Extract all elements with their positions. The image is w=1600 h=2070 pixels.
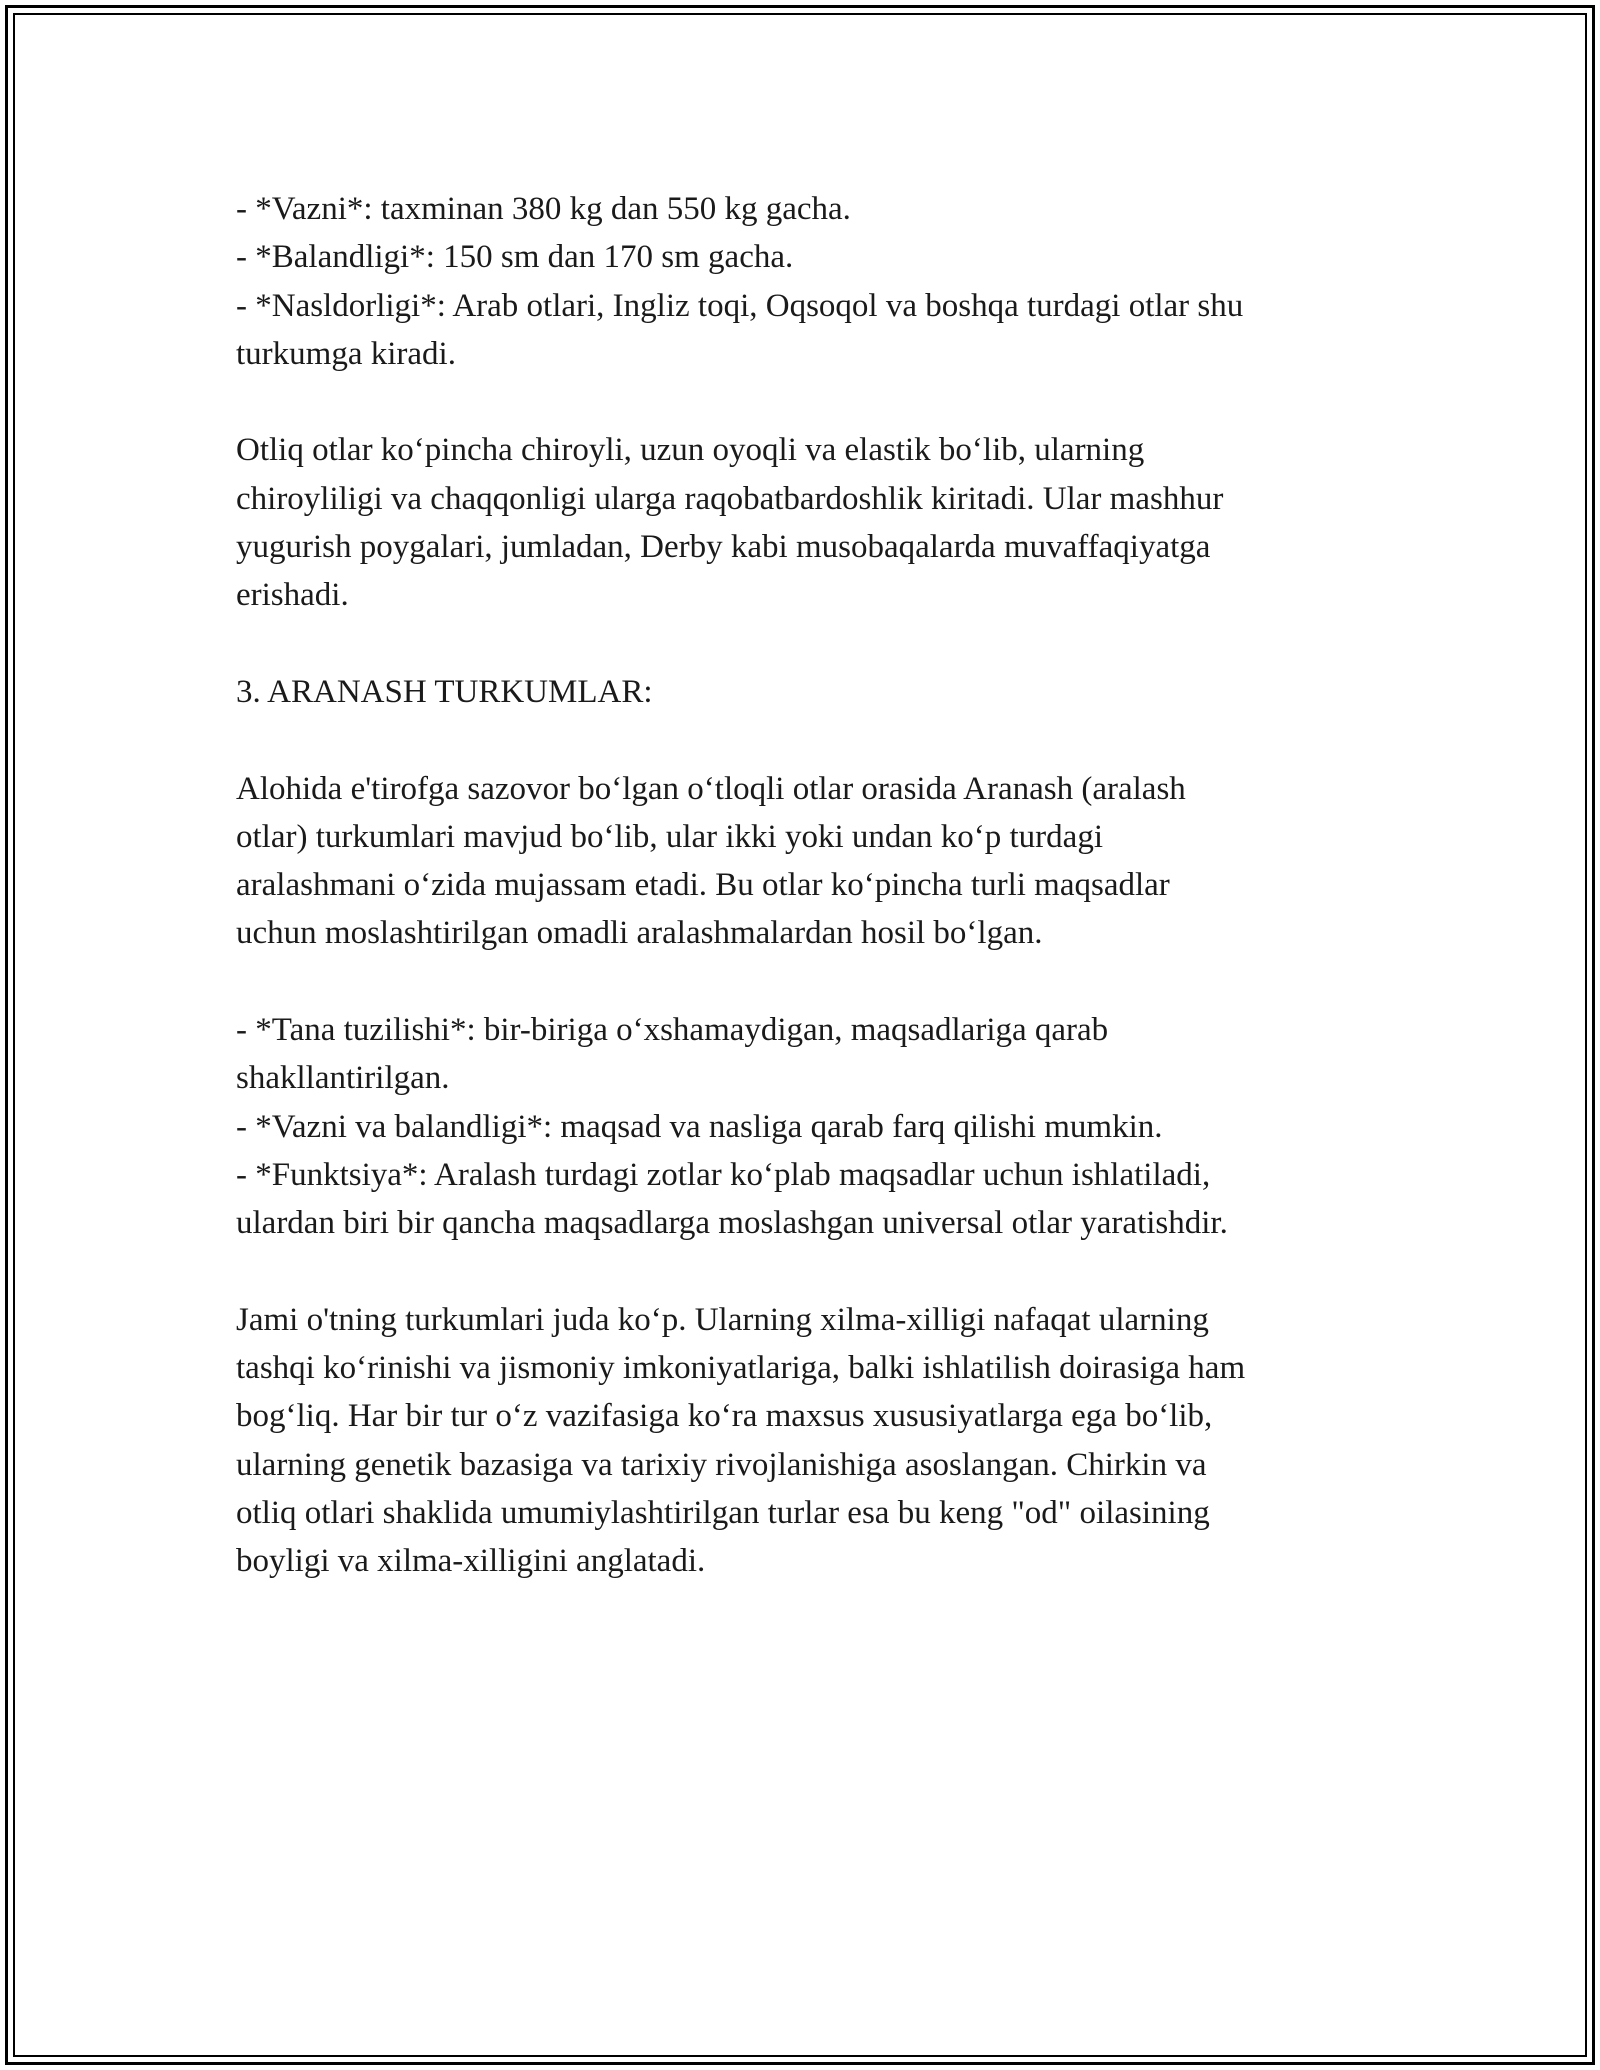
paragraph-line: uchun moslashtirilgan omadli aralashmalardan hosil bo‘lgan. [236, 915, 1043, 952]
list-item-continuation: shakllantirilgan. [236, 1060, 450, 1097]
spec-list [236, 185, 1366, 378]
paragraph-line: erishadi. [236, 577, 349, 614]
paragraph [236, 426, 1366, 619]
paragraph-line: boyligi va xilma-xilligini anglatadi. [236, 1543, 706, 1580]
list-item: - *Vazni va balandligi*: maqsad va nasliga qarab farq qilishi mumkin. [236, 1108, 1163, 1145]
paragraph-line: aralashmani o‘zida mujassam etadi. Bu otlar ko‘pincha turli maqsadlar [236, 867, 1170, 904]
list-item: - *Nasldorligi*: Arab otlari, Ingliz toqi, Oqsoqol va boshqa turdagi otlar shu [236, 287, 1244, 324]
document-body [236, 185, 1366, 1634]
paragraph-line: otliq otlari shaklida umumiylashtirilgan turlar esa bu keng "od" oilasining [236, 1495, 1210, 1532]
list-item: - *Funktsiya*: Aralash turdagi zotlar ko‘plab maqsadlar uchun ishlatiladi, [236, 1156, 1211, 1193]
paragraph-line: tashqi ko‘rinishi va jismoniy imkoniyatlariga, balki ishlatilish doirasiga ham [236, 1350, 1246, 1387]
paragraph-line: bog‘liq. Har bir tur o‘z vazifasiga ko‘ra maxsus xususiyatlarga ega bo‘lib, [236, 1398, 1213, 1435]
paragraph-line: Otliq otlar ko‘pincha chiroyli, uzun oyoqli va elastik bo‘lib, ularning [236, 432, 1145, 469]
list-item-continuation: turkumga kiradi. [236, 335, 456, 372]
paragraph [236, 765, 1366, 958]
paragraph-line: yugurish poygalari, jumladan, Derby kabi musobaqalarda muvaffaqiyatga [236, 529, 1211, 566]
paragraph-line: Jami o'tning turkumlari juda ko‘p. Ularning xilma-xilligi nafaqat ularning [236, 1301, 1209, 1338]
paragraph-line: ularning genetik bazasiga va tarixiy rivojlanishiga asoslangan. Chirkin va [236, 1446, 1207, 1483]
paragraph-line: chiroyliligi va chaqqonligi ularga raqobatbardoshlik kiritadi. Ular mashhur [236, 480, 1224, 517]
section-heading: 3. ARANASH TURKUMLAR: [236, 673, 653, 710]
list-item: - *Tana tuzilishi*: bir-biriga o‘xshamaydigan, maqsadlariga qarab [236, 1012, 1109, 1049]
list-item: - *Vazni*: taxminan 380 kg dan 550 kg gacha. [236, 191, 851, 227]
spec-list [236, 1006, 1366, 1247]
paragraph [236, 1296, 1366, 1586]
paragraph-line: otlar) turkumlari mavjud bo‘lib, ular ikki yoki undan ko‘p turdagi [236, 818, 1103, 855]
paragraph-line: Alohida e'tirofga sazovor bo‘lgan o‘tloqli otlar orasida Aranash (aralash [236, 770, 1186, 807]
list-item-continuation: ulardan biri bir qancha maqsadlarga moslashgan universal otlar yaratishdir. [236, 1205, 1228, 1242]
section-heading-block [236, 668, 1366, 716]
list-item: - *Balandligi*: 150 sm dan 170 sm gacha. [236, 239, 794, 276]
